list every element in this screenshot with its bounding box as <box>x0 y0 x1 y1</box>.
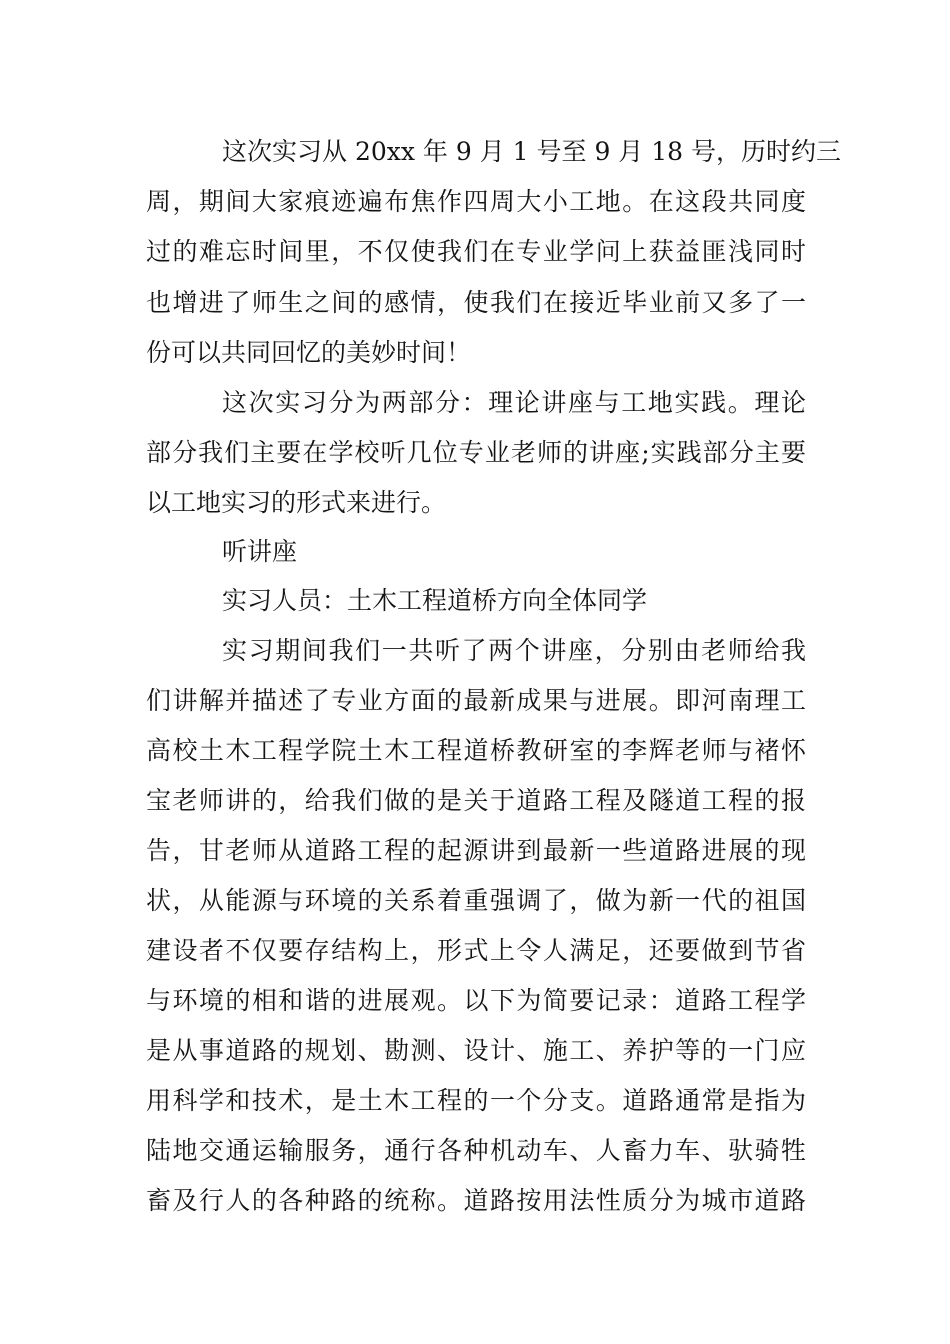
paragraph-5-line-6: 状，从能源与环境的关系着重强调了，做为新一代的祖国 <box>146 886 806 915</box>
paragraph-1-line-2: 周，期间大家痕迹遍布焦作四周大小工地。在这段共同度 <box>146 187 806 216</box>
paragraph-5-line-7: 建设者不仅要存结构上，形式上令人满足，还要做到节省 <box>146 936 806 965</box>
paragraph-5-line-2: 们讲解并描述了专业方面的最新成果与进展。即河南理工 <box>146 686 806 715</box>
paragraph-2-line-1: 这次实习分为两部分：理论讲座与工地实践。理论 <box>222 388 806 417</box>
paragraph-5-line-1: 实习期间我们一共听了两个讲座，分别由老师给我 <box>222 636 806 665</box>
intern-personnel-line: 实习人员：土木工程道桥方向全体同学 <box>222 586 648 615</box>
paragraph-1-line-4: 也增进了师生之间的感情，使我们在接近毕业前又多了一 <box>146 288 806 317</box>
paragraph-5-line-5: 告，甘老师从道路工程的起源讲到最新一些道路进展的现 <box>146 836 806 865</box>
paragraph-1-line-1: 这次实习从 20xx 年 9 月 1 号至 9 月 18 号，历时约三 <box>222 137 842 166</box>
paragraph-1-line-3: 过的难忘时间里，不仅使我们在专业学问上获益匪浅同时 <box>146 237 806 266</box>
paragraph-5-line-9: 是从事道路的规划、勘测、设计、施工、养护等的一门应 <box>146 1036 806 1065</box>
paragraph-5-line-11: 陆地交通运输服务，通行各种机动车、人畜力车、驮骑牲 <box>146 1136 806 1165</box>
paragraph-5-line-4: 宝老师讲的，给我们做的是关于道路工程及隧道工程的报 <box>146 786 806 815</box>
paragraph-5-line-3: 高校土木工程学院土木工程道桥教研室的李辉老师与褚怀 <box>146 736 806 765</box>
paragraph-2-line-2: 部分我们主要在学校听几位专业老师的讲座;实践部分主要 <box>146 438 806 467</box>
paragraph-1-line-5: 份可以共同回忆的美妙时间！ <box>146 338 472 367</box>
paragraph-2-line-3: 以工地实习的形式来进行。 <box>146 488 447 517</box>
paragraph-5-line-12: 畜及行人的各种路的统称。道路按用法性质分为城市道路 <box>146 1186 806 1215</box>
section-heading-lectures: 听讲座 <box>222 537 298 566</box>
paragraph-5-line-8: 与环境的相和谐的进展观。以下为简要记录：道路工程学 <box>146 986 806 1015</box>
paragraph-5-line-10: 用科学和技术，是土木工程的一个分支。道路通常是指为 <box>146 1086 806 1115</box>
